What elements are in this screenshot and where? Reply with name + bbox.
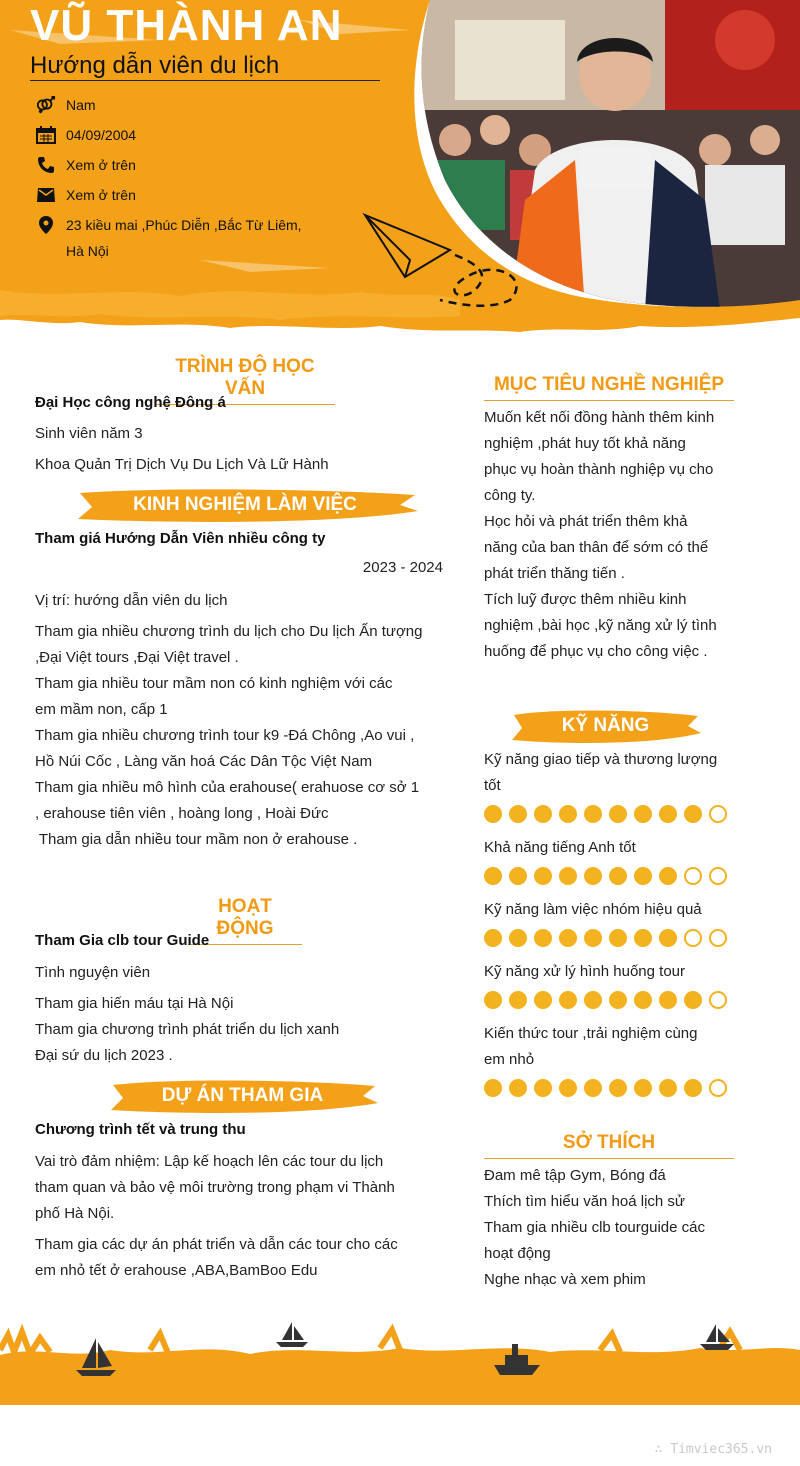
hobbies-title: SỞ THÍCH (484, 1132, 734, 1159)
experience-details (35, 619, 455, 853)
rating-dot-filled (534, 867, 552, 885)
rating-dot-empty (709, 991, 727, 1009)
rating-dot-filled (584, 805, 602, 823)
rating-dot-empty (684, 867, 702, 885)
activities-title: HOẠT ĐỘNG (188, 896, 302, 945)
objective-line: Muốn kết nối đồng hành thêm kinh (484, 409, 715, 426)
gender-row (36, 96, 96, 118)
rating-dot-filled (484, 805, 502, 823)
objective-details (484, 405, 754, 665)
skill-name: Kỹ năng xử lý hình huống tour (484, 963, 686, 980)
objective-line: Học hỏi và phát triển thêm khả (484, 513, 688, 530)
sailboat-icon (276, 1322, 308, 1347)
rating-dot-empty (709, 1079, 727, 1097)
objective-line: phục vụ hoàn thành nghiệp vụ cho (484, 461, 714, 478)
experience-line: em mầm non, cấp 1 (35, 701, 168, 718)
skill-name: tốt (484, 777, 501, 794)
experience-line: ,Đại Việt tours ,Đại Việt travel . (35, 649, 239, 666)
rating-dot-filled (584, 1079, 602, 1097)
skill-item (484, 897, 754, 947)
rating-dot-filled (484, 867, 502, 885)
location-pin-icon (36, 216, 56, 234)
experience-position: Vị trí: hướng dẫn viên du lịch (35, 592, 228, 609)
rating-dot-filled (609, 867, 627, 885)
education-major: Khoa Quản Trị Dịch Vụ Du Lịch Và Lữ Hành (35, 456, 329, 473)
activities-details (35, 991, 455, 1069)
experience-line: Tham gia nhiều mô hình của erahouse( erahuose cơ sở 1 (35, 779, 420, 796)
rating-dot-filled (559, 929, 577, 947)
objective-line: năng của ban thân để sớm có thể (484, 539, 709, 556)
rating-dot-filled (559, 867, 577, 885)
objective-line: huống để phục vụ cho công việc . (484, 643, 708, 660)
objective-line: nghiệm ,bài học ,kỹ năng xử lý tình (484, 617, 717, 634)
skill-rating (484, 867, 754, 885)
email-text: Xem ở trên (66, 187, 136, 203)
skills-title (508, 708, 703, 746)
rating-dot-filled (634, 1079, 652, 1097)
address-row (36, 216, 302, 264)
objective-line: công ty. (484, 487, 536, 504)
project-name: Chương trình tết và trung thu (35, 1121, 246, 1138)
activities-org: Tham Gia clb tour Guide (35, 932, 210, 949)
email-icon (36, 186, 56, 204)
paper-plane-icon (360, 205, 560, 315)
experience-line: Tham gia nhiều chương trình tour k9 -Đá Chông ,Ao vui , (35, 727, 415, 744)
rating-dot-filled (609, 991, 627, 1009)
hobby-line: Đam mê tập Gym, Bóng đá (484, 1167, 666, 1184)
projects-title (105, 1078, 380, 1116)
rating-dot-filled (584, 929, 602, 947)
rating-dot-filled (509, 805, 527, 823)
experience-line: Tham gia nhiều chương trình du lịch cho Du lịch Ấn tượng (35, 623, 423, 640)
hobby-line: Tham gia nhiều clb tourguide các (484, 1219, 705, 1236)
project-role (35, 1149, 455, 1227)
education-year: Sinh viên năm 3 (35, 425, 143, 442)
rating-dot-filled (634, 929, 652, 947)
skill-rating (484, 929, 754, 947)
activity-line: Tham gia hiến máu tại Hà Nội (35, 995, 234, 1012)
rating-dot-empty (709, 929, 727, 947)
skill-item (484, 747, 754, 823)
experience-line: , erahouse tiên viên , hoàng long , Hoài Đức (35, 805, 329, 822)
hobby-line: Thích tìm hiểu văn hoá lịch sử (484, 1193, 685, 1210)
rating-dot-filled (684, 1079, 702, 1097)
phone-icon (36, 156, 56, 174)
rating-dot-empty (709, 867, 727, 885)
project-line: Tham gia các dự án phát triển và dẫn các tour cho các (35, 1236, 398, 1253)
rating-dot-filled (534, 805, 552, 823)
birthday-row (36, 126, 136, 148)
skill-name: Kỹ năng giao tiếp và thương lượng (484, 751, 718, 768)
rating-dot-filled (559, 1079, 577, 1097)
project-line: em nhỏ tết ở erahouse ,ABA,BamBoo Edu (35, 1262, 318, 1279)
rating-dot-filled (684, 805, 702, 823)
activity-line: Đại sứ du lịch 2023 . (35, 1047, 173, 1064)
rating-dot-empty (709, 805, 727, 823)
footer-brush-decoration (0, 1320, 800, 1410)
project-details (35, 1232, 455, 1284)
rating-dot-filled (484, 991, 502, 1009)
rating-dot-filled (634, 991, 652, 1009)
rating-dot-filled (509, 929, 527, 947)
rating-dot-filled (659, 991, 677, 1009)
project-line: tham quan và bảo vệ môi trường trong phạm vi Thành (35, 1179, 395, 1196)
rating-dot-filled (609, 1079, 627, 1097)
education-school: Đại Học công nghệ Đông á (35, 394, 226, 411)
rating-dot-filled (534, 1079, 552, 1097)
birthday-text: 04/09/2004 (66, 127, 137, 143)
skill-rating (484, 805, 754, 823)
address-line-1: 23 kiều mai ,Phúc Diễn ,Bắc Từ Liêm, (66, 217, 302, 233)
rating-dot-filled (609, 929, 627, 947)
skill-name: Khả năng tiếng Anh tốt (484, 839, 636, 856)
phone-row (36, 156, 136, 178)
rating-dot-filled (634, 805, 652, 823)
objective-line: Tích luỹ được thêm nhiều kinh (484, 591, 687, 608)
activities-role: Tình nguyện viên (35, 964, 151, 981)
skill-item (484, 835, 754, 885)
address-text (66, 212, 302, 264)
rating-dot-filled (584, 867, 602, 885)
hobby-line: hoạt động (484, 1245, 551, 1262)
objective-line: phát triển thăng tiến . (484, 565, 625, 582)
rating-dot-filled (559, 805, 577, 823)
watermark: ∴ Timviec365.vn (654, 1442, 772, 1457)
email-row (36, 186, 136, 208)
skill-name: Kỹ năng làm việc nhóm hiệu quả (484, 901, 702, 918)
experience-period: 2023 - 2024 (362, 559, 443, 576)
rating-dot-filled (559, 991, 577, 1009)
objective-line: nghiệm ,phát huy tốt khả năng (484, 435, 686, 452)
objective-title: MỤC TIÊU NGHỀ NGHIỆP (484, 374, 734, 401)
address-line-2: Hà Nội (66, 243, 109, 259)
rating-dot-filled (659, 1079, 677, 1097)
phone-text: Xem ở trên (66, 157, 136, 173)
candidate-name: VŨ THÀNH AN (30, 1, 343, 50)
gender-icon (36, 96, 56, 114)
experience-company: Tham giá Hướng Dẫn Viên nhiều công ty (35, 530, 326, 547)
experience-title-text: KINH NGHIỆM LÀM VIỆC (133, 494, 357, 515)
project-line: Vai trò đảm nhiệm: Lập kế hoạch lên các tour du lịch (35, 1153, 384, 1170)
rating-dot-filled (659, 929, 677, 947)
rating-dot-filled (534, 929, 552, 947)
experience-line: Tham gia nhiều tour mầm non có kinh nghiệm với các (35, 675, 393, 692)
skill-item (484, 1021, 754, 1097)
job-title: Hướng dẫn viên du lịch (30, 52, 380, 81)
rating-dot-filled (584, 991, 602, 1009)
rating-dot-filled (684, 991, 702, 1009)
project-line: phố Hà Nội. (35, 1205, 115, 1222)
rating-dot-filled (659, 867, 677, 885)
rating-dot-filled (609, 805, 627, 823)
skill-rating (484, 1079, 754, 1097)
experience-line: Tham gia dẫn nhiều tour mầm non ở erahouse . (35, 831, 358, 848)
experience-title (70, 487, 420, 525)
rating-dot-filled (509, 991, 527, 1009)
gender-text: Nam (66, 97, 96, 113)
education-title: TRÌNH ĐỘ HỌC VẤN (155, 356, 335, 405)
rating-dot-filled (484, 1079, 502, 1097)
skill-name: Kiến thức tour ,trải nghiệm cùng (484, 1025, 698, 1042)
activity-line: Tham gia chương trình phát triển du lịch xanh (35, 1021, 340, 1038)
projects-title-text: DỰ ÁN THAM GIA (161, 1085, 324, 1106)
rating-dot-filled (659, 805, 677, 823)
rating-dot-filled (509, 867, 527, 885)
skill-name: em nhỏ (484, 1051, 535, 1068)
rating-dot-filled (509, 1079, 527, 1097)
calendar-icon (36, 126, 56, 144)
rating-dot-filled (534, 991, 552, 1009)
skills-title-text: KỸ NĂNG (561, 715, 650, 736)
skill-rating (484, 991, 754, 1009)
hobby-line: Nghe nhạc và xem phim (484, 1271, 646, 1288)
experience-line: Hồ Núi Cốc , Làng văn hoá Các Dân Tộc Việt Nam (35, 753, 373, 770)
skill-item (484, 959, 754, 1009)
rating-dot-empty (684, 929, 702, 947)
rating-dot-filled (634, 867, 652, 885)
rating-dot-filled (484, 929, 502, 947)
hobbies-details (484, 1163, 754, 1293)
